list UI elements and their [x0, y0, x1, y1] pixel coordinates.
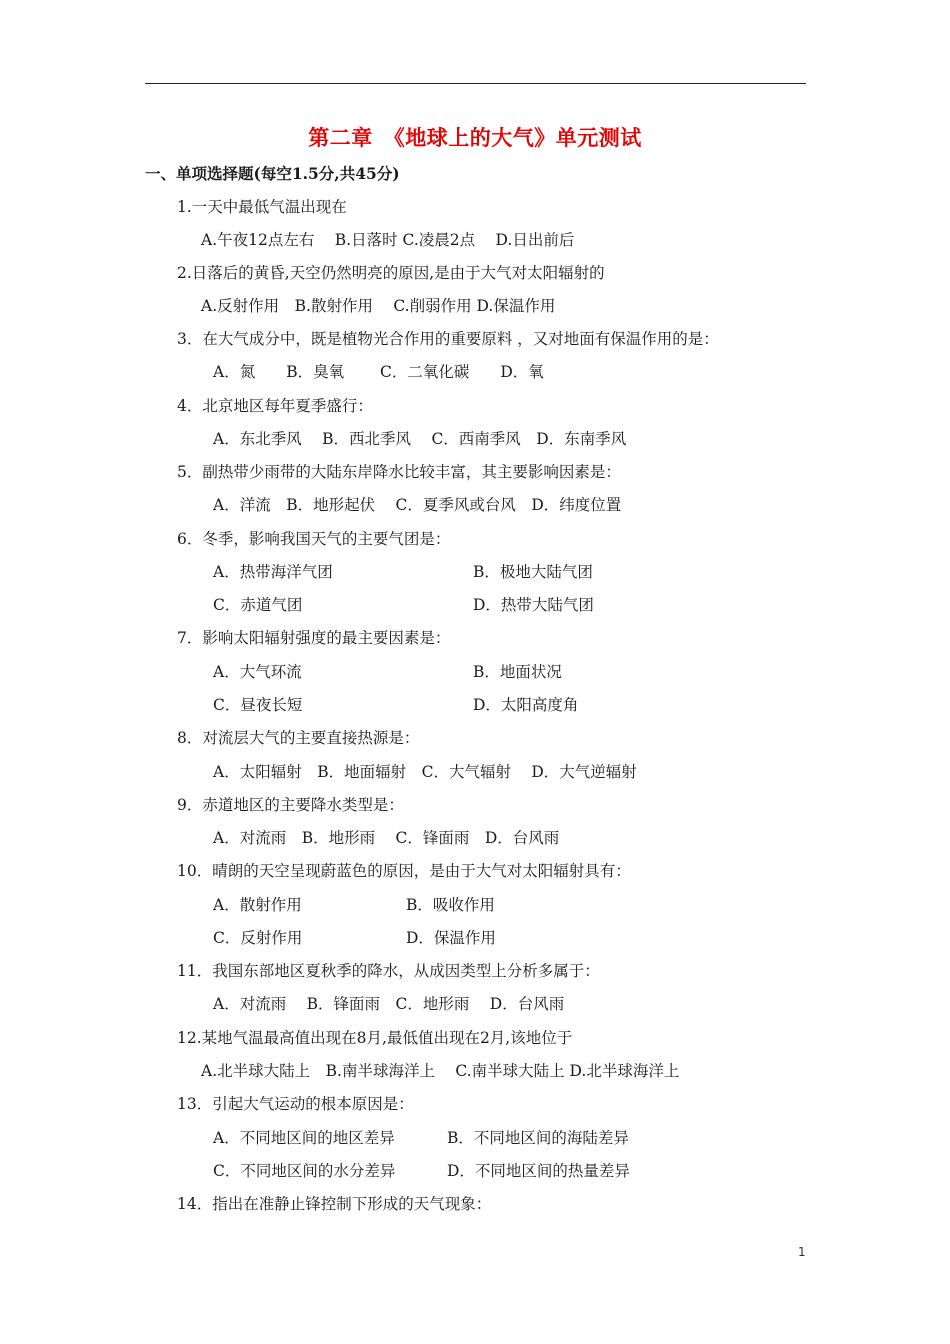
- question-4: 4．北京地区每年夏季盛行：: [177, 397, 373, 415]
- q13-option-b: B．不同地区间的海陆差异: [447, 1129, 629, 1147]
- q6-option-d: D．热带大陆气团: [473, 596, 594, 614]
- question-9: 9．赤道地区的主要降水类型是：: [177, 796, 404, 814]
- q8-options: A．太阳辐射 B．地面辐射 C．大气辐射 D．大气逆辐射: [213, 763, 637, 781]
- question-1: 1.一天中最低气温出现在: [177, 198, 347, 216]
- q9-options: A．对流雨 B．地形雨 C．锋面雨 D．台风雨: [213, 829, 560, 847]
- question-12: 12.某地气温最高值出现在8月,最低值出现在2月,该地位于: [177, 1029, 573, 1047]
- q2-options: A.反射作用 B.散射作用 C.削弱作用 D.保温作用: [201, 297, 556, 315]
- question-10: 10．晴朗的天空呈现蔚蓝色的原因，是由于大气对太阳辐射具有：: [177, 862, 631, 880]
- page-number: 1: [798, 1245, 806, 1259]
- question-5: 5．副热带少雨带的大陆东岸降水比较丰富，其主要影响因素是：: [177, 463, 621, 481]
- q5-options: A．洋流 B．地形起伏 C．夏季风或台风 D．纬度位置: [213, 496, 622, 514]
- question-14: 14．指出在准静止锋控制下形成的天气现象：: [177, 1195, 492, 1213]
- question-3: 3．在大气成分中，既是植物光合作用的重要原料 ，又对地面有保温作用的是：: [177, 330, 719, 348]
- q4-options: A．东北季风 B．西北季风 C．西南季风 D．东南季风: [213, 430, 627, 448]
- q10-option-a: A．散射作用: [213, 896, 302, 914]
- q10-option-b: B．吸收作用: [406, 896, 495, 914]
- q13-option-c: C．不同地区间的水分差异: [213, 1162, 396, 1180]
- section-heading: 一、单项选择题(每空1.5分,共45分): [145, 164, 400, 183]
- question-7: 7．影响太阳辐射强度的最主要因素是：: [177, 629, 451, 647]
- q11-options: A．对流雨 B．锋面雨 C．地形雨 D．台风雨: [213, 995, 565, 1013]
- q7-option-a: A．大气环流: [213, 663, 302, 681]
- question-6: 6．冬季，影响我国天气的主要气团是：: [177, 530, 451, 548]
- q7-option-d: D．太阳高度角: [473, 696, 579, 714]
- q6-option-a: A．热带海洋气团: [213, 563, 333, 581]
- question-2: 2.日落后的黄昏,天空仍然明亮的原因,是由于大气对太阳辐射的: [177, 264, 605, 282]
- question-8: 8．对流层大气的主要直接热源是：: [177, 729, 420, 747]
- q13-option-d: D．不同地区间的热量差异: [447, 1162, 630, 1180]
- q3-options: A．氮 B．臭氧 C．二氧化碳 D．氧: [213, 363, 544, 381]
- header-rule: [145, 83, 806, 84]
- page-title: 第二章 《地球上的大气》单元测试: [308, 125, 642, 150]
- q7-option-b: B．地面状况: [473, 663, 562, 681]
- q1-options: A.午夜12点左右 B.日落时 C.凌晨2点 D.日出前后: [201, 231, 575, 249]
- question-13: 13．引起大气运动的根本原因是：: [177, 1095, 414, 1113]
- q13-option-a: A．不同地区间的地区差异: [213, 1129, 395, 1147]
- q12-options: A.北半球大陆上 B.南半球海洋上 C.南半球大陆上 D.北半球海洋上: [201, 1062, 680, 1080]
- q7-option-c: C．昼夜长短: [213, 696, 303, 714]
- question-11: 11．我国东部地区夏秋季的降水，从成因类型上分析多属于：: [177, 962, 600, 980]
- q6-option-b: B．极地大陆气团: [473, 563, 593, 581]
- q6-option-c: C．赤道气团: [213, 596, 303, 614]
- q10-option-d: D．保温作用: [406, 929, 496, 947]
- q10-option-c: C．反射作用: [213, 929, 303, 947]
